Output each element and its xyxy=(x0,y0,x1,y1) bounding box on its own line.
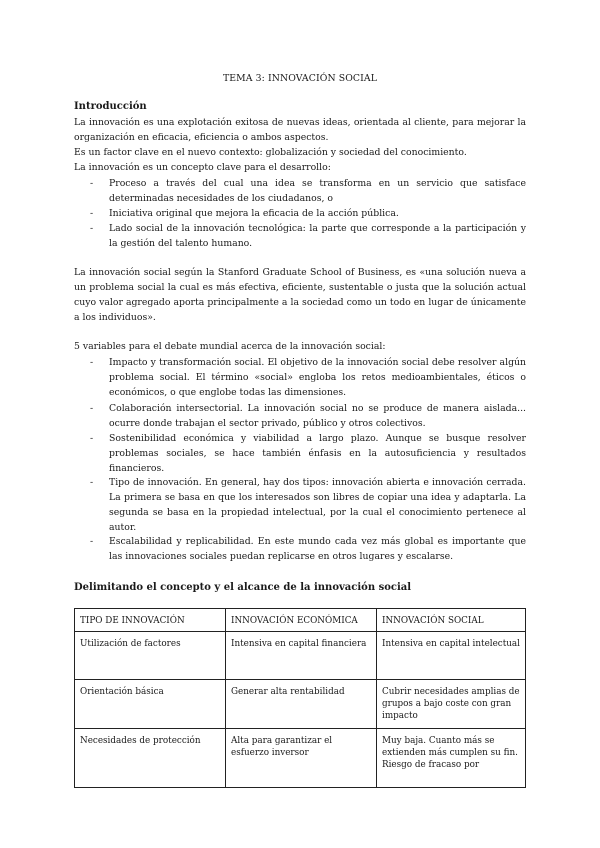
table-cell: Cubrir necesidades amplias de grupos a bajo coste con gran impacto xyxy=(377,680,526,729)
dash-marker: - xyxy=(90,433,94,444)
stanford-paragraph: La innovación social según la Stanford Graduate School of Business, es «una solución nueva a un problema social la cual es más efectiva, eficiente, sustentable o justa que la solución actual cuyo valor agregado aporta principalmente a la sociedad como un todo en lugar de únicamente a los individuos». xyxy=(74,267,526,323)
variables-intro: 5 variables para el debate mundial acerca de la innovación social: xyxy=(74,341,386,352)
variable-text: Colaboración intersectorial. La innovación social no se produce de manera aislada... ocurre donde trabajan el sector privado, público y otros colectivos. xyxy=(109,403,526,429)
table-cell: Necesidades de protección xyxy=(75,729,226,788)
variable-item xyxy=(90,401,526,431)
table-cell: Orientación básica xyxy=(75,680,226,729)
table-header-row xyxy=(75,609,526,632)
intro-bullet-text: Proceso a través del cual una idea se transforma en un servicio que satisface determinadas necesidades de los ciudadanos, o xyxy=(109,178,526,204)
variable-text: Escalabilidad y replicabilidad. En este mundo cada vez más global es importante que las innovaciones sociales puedan replicarse en otros lugares y escalarse. xyxy=(109,536,526,562)
table-cell: Utilización de factores xyxy=(75,632,226,680)
intro-paragraph-1: La innovación es una explotación exitosa de nuevas ideas, orientada al cliente, para mejorar la organización en eficacia, eficiencia o ambos aspectos. xyxy=(74,117,526,143)
variable-item xyxy=(90,355,526,400)
table-row xyxy=(75,632,526,680)
variable-text: Sostenibilidad económica y viabilidad a largo plazo. Aunque se busque resolver problemas sociales, se hace también énfasis en la autosuficiencia y resultados financieros. xyxy=(109,433,526,474)
intro-heading: Introducción xyxy=(74,101,147,112)
table-cell: Intensiva en capital intelectual xyxy=(377,632,526,680)
table-cell: Intensiva en capital financiera xyxy=(226,632,377,680)
table-cell: Generar alta rentabilidad xyxy=(226,680,377,729)
comparison-table xyxy=(74,608,526,788)
intro-bullet-text: Lado social de la innovación tecnológica: la parte que corresponde a la participación y la gestión del talento humano. xyxy=(109,223,526,249)
variable-text: Tipo de innovación. En general, hay dos tipos: innovación abierta e innovación cerrada. La primera se basa en que los interesados son libres de copiar una idea y adaptarla. La segunda se basa en la propiedad intelectual, por la cual el conocimiento pertenece al autor. xyxy=(109,477,526,533)
dash-marker: - xyxy=(90,357,94,368)
dash-marker: - xyxy=(90,208,94,219)
table-cell: Alta para garantizar el esfuerzo inversor xyxy=(226,729,377,788)
dash-marker: - xyxy=(90,403,94,414)
intro-paragraph-2: Es un factor clave en el nuevo contexto: globalización y sociedad del conocimiento. xyxy=(74,147,467,158)
table-row xyxy=(75,729,526,788)
variable-item xyxy=(90,431,526,476)
table-row xyxy=(75,680,526,729)
table-header-cell: INNOVACIÓN SOCIAL xyxy=(377,609,526,632)
variable-item xyxy=(90,534,526,564)
dash-marker: - xyxy=(90,477,94,488)
intro-bullet xyxy=(90,206,526,221)
dash-marker: - xyxy=(90,178,94,189)
table-header-cell: TIPO DE INNOVACIÓN xyxy=(75,609,226,632)
dash-marker: - xyxy=(90,536,94,547)
document-title: TEMA 3: INNOVACIÓN SOCIAL xyxy=(222,73,378,84)
intro-bullet-text: Iniciativa original que mejora la eficacia de la acción pública. xyxy=(109,208,399,219)
table-header-cell: INNOVACIÓN ECONÓMICA xyxy=(226,609,377,632)
section2-heading: Delimitando el concepto y el alcance de la innovación social xyxy=(74,582,412,593)
table-cell-wrapper xyxy=(377,729,526,788)
variable-item xyxy=(90,475,526,535)
intro-bullet xyxy=(90,221,526,251)
intro-bullet xyxy=(90,176,526,206)
table-cell: Muy baja. Cuanto más se extienden más cumplen su fin. Riesgo de fracaso por xyxy=(382,736,518,770)
dash-marker: - xyxy=(90,223,94,234)
variable-text: Impacto y transformación social. El objetivo de la innovación social debe resolver algún problema social. El término «social» engloba los retos medioambientales, éticos o económicos, o que englobe todas las dimensiones. xyxy=(109,357,526,398)
intro-paragraph-3: La innovación es un concepto clave para el desarrollo: xyxy=(74,162,331,173)
